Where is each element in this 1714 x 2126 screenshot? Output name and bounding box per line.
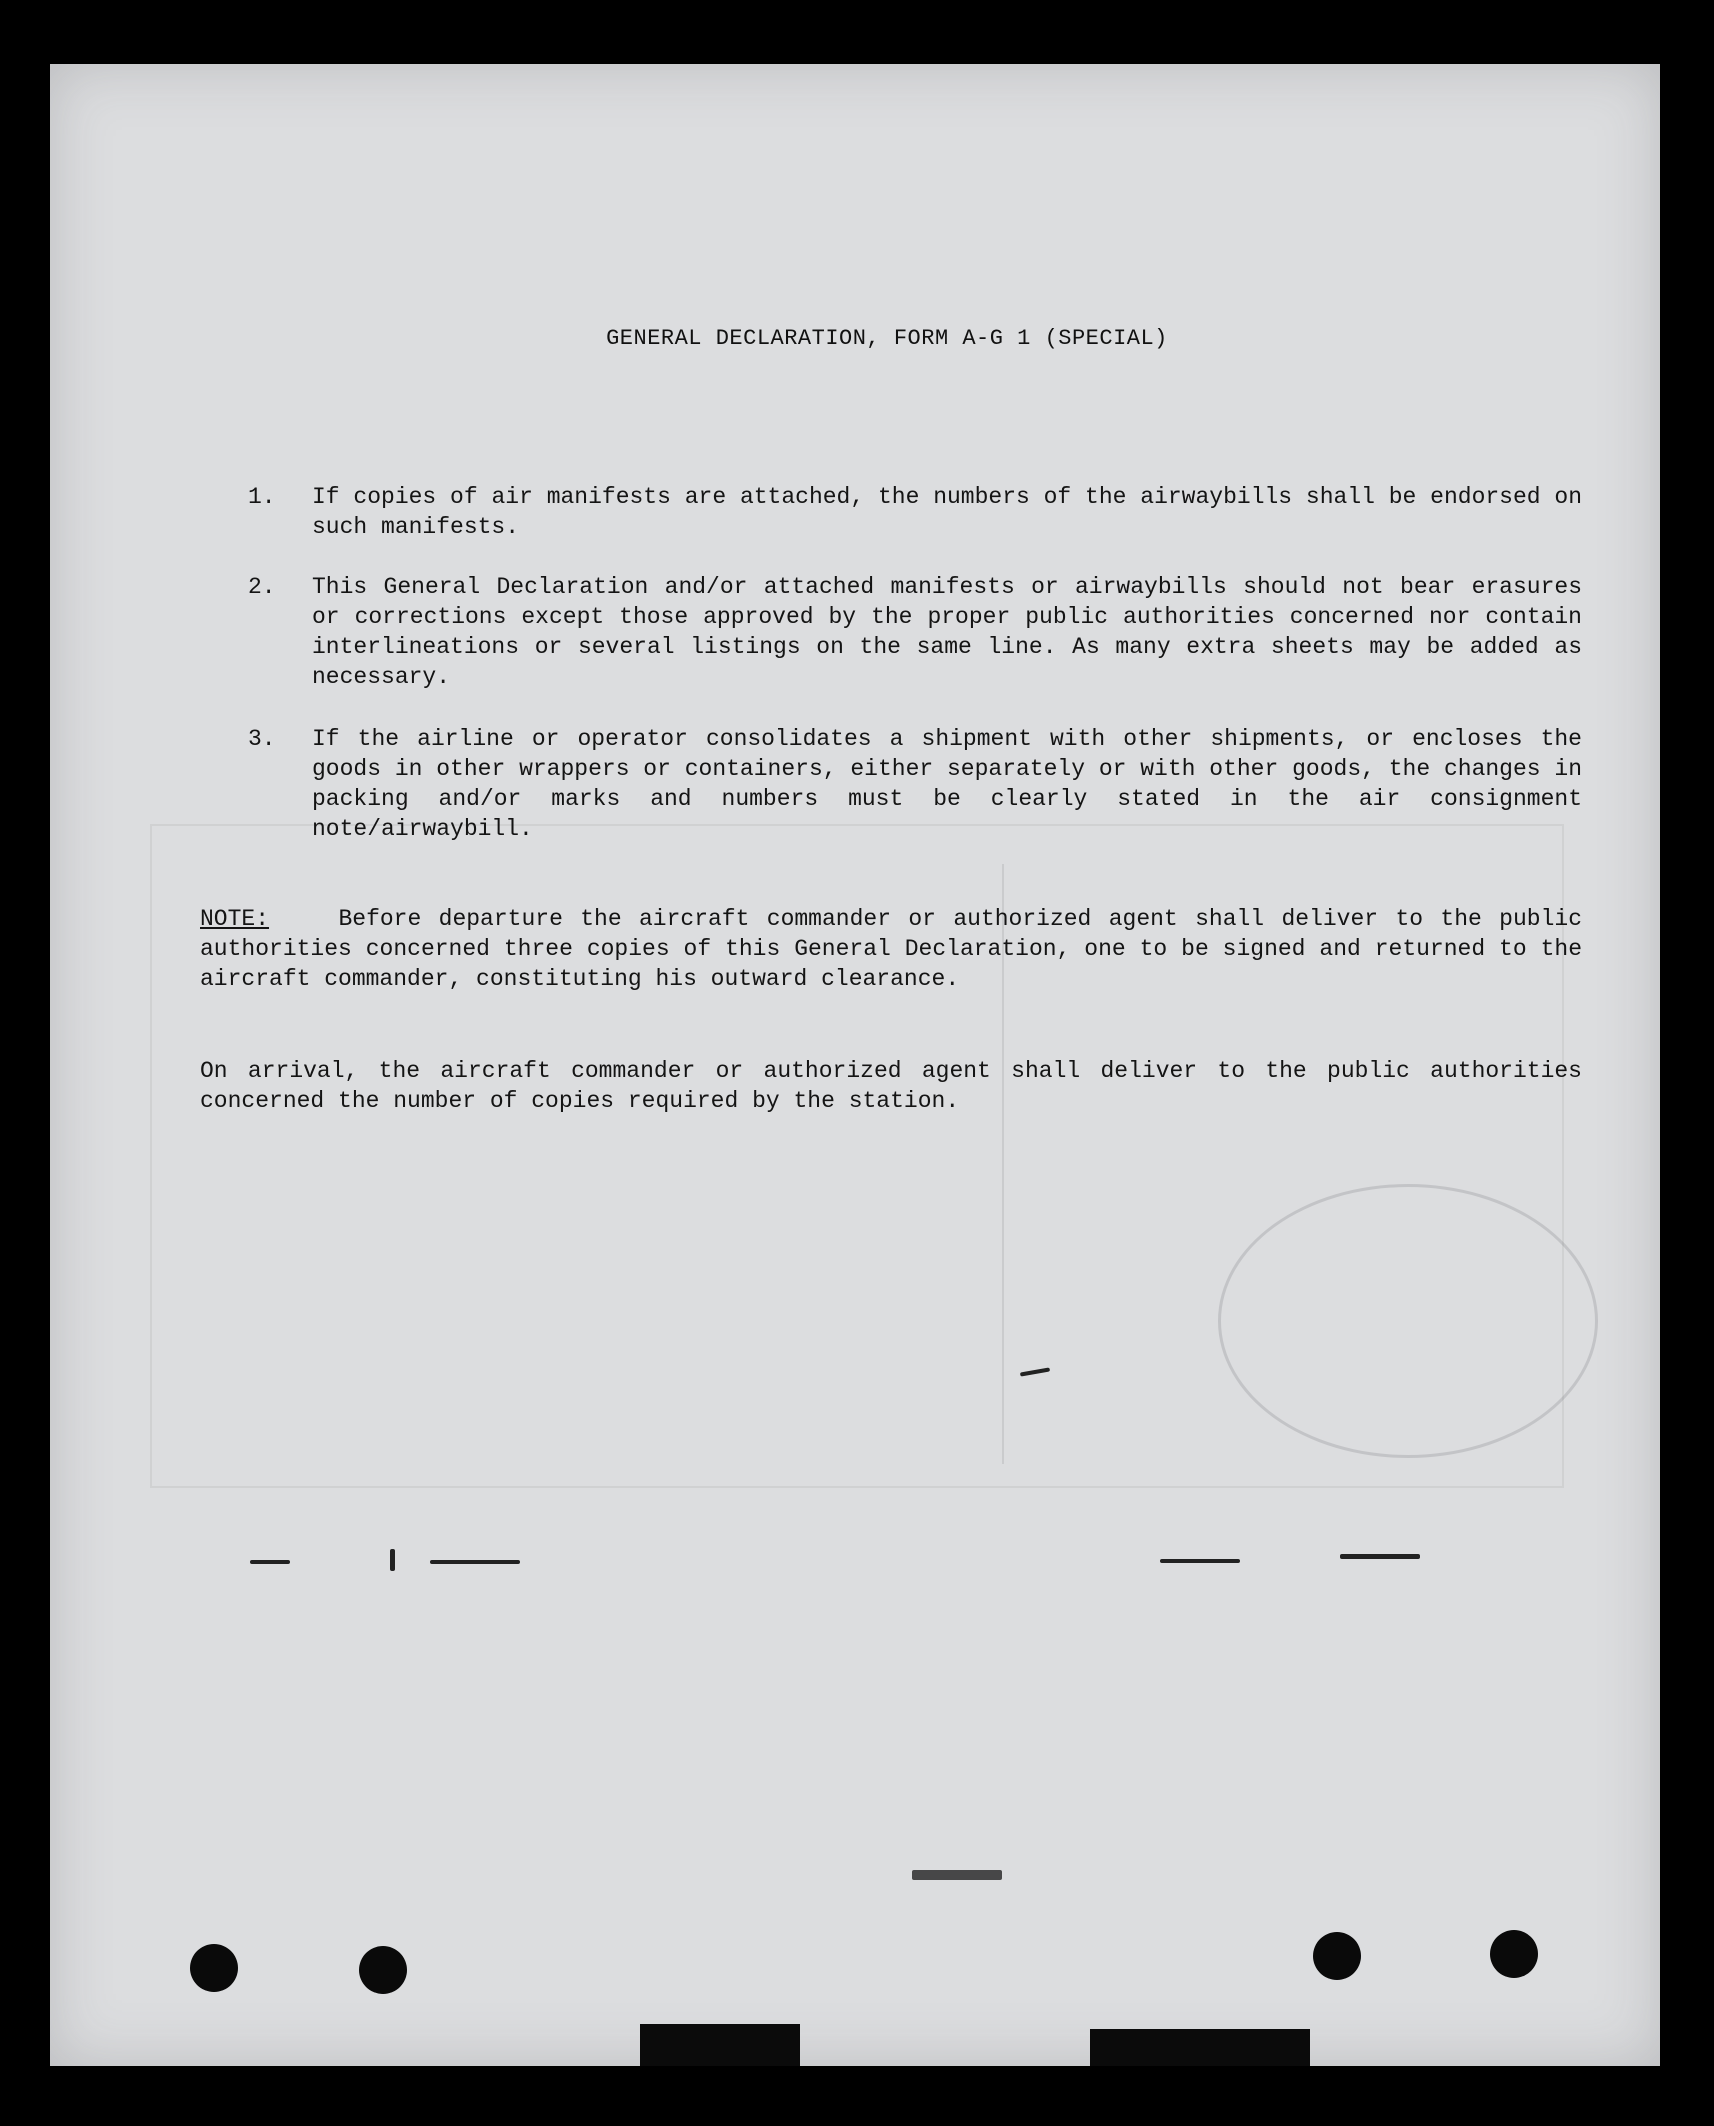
note-text: Before departure the aircraft commander or authorized agent shall deliver to the public authorities concerned three copies of this General Declaration, one to be signed and returned to the aircraft commander, constituting his outward clearance. (200, 906, 1582, 992)
item-text: If copies of air manifests are attached, the numbers of the airwaybills shall be endorsed on such manifests. (312, 484, 1582, 540)
item-2 (248, 572, 1582, 692)
ink-speck (912, 1870, 1002, 1880)
arrival-text: On arrival, the aircraft commander or authorized agent shall deliver to the public authorities concerned the number of copies required by the station. (200, 1058, 1582, 1114)
torn-edge (1090, 2029, 1310, 2066)
item-1 (248, 482, 1582, 542)
note-label: NOTE: (200, 906, 270, 932)
ink-speck (390, 1549, 395, 1571)
ink-speck (250, 1560, 290, 1564)
ink-speck (1340, 1554, 1420, 1559)
form-title: GENERAL DECLARATION, FORM A-G 1 (SPECIAL) (606, 326, 1168, 351)
document-page (50, 64, 1660, 2066)
item-number: 2. (248, 574, 276, 600)
punch-hole (1313, 1932, 1361, 1980)
torn-edge (640, 2024, 800, 2066)
note-paragraph (200, 904, 1582, 994)
arrival-paragraph (200, 1056, 1582, 1116)
ink-speck (1160, 1559, 1240, 1563)
punch-hole (359, 1946, 407, 1994)
item-number: 1. (248, 484, 276, 510)
punch-hole (1490, 1930, 1538, 1978)
punch-hole (190, 1944, 238, 1992)
item-3 (248, 724, 1582, 844)
item-text: This General Declaration and/or attached manifests or airwaybills should not bear erasures or corrections except those approved by the proper public authorities concerned nor contain interlineations or several listings on the same line. As many extra sheets may be added as necessary. (312, 574, 1582, 690)
faint-stamp-impression (1218, 1184, 1598, 1458)
ink-speck (430, 1560, 520, 1564)
item-text: If the airline or operator consolidates a shipment with other shipments, or encloses the goods in other wrappers or containers, either separately or with other goods, the changes in packing and/or marks and numbers must be clearly stated in the air consignment note/airwaybill. (312, 726, 1582, 842)
item-number: 3. (248, 726, 276, 752)
